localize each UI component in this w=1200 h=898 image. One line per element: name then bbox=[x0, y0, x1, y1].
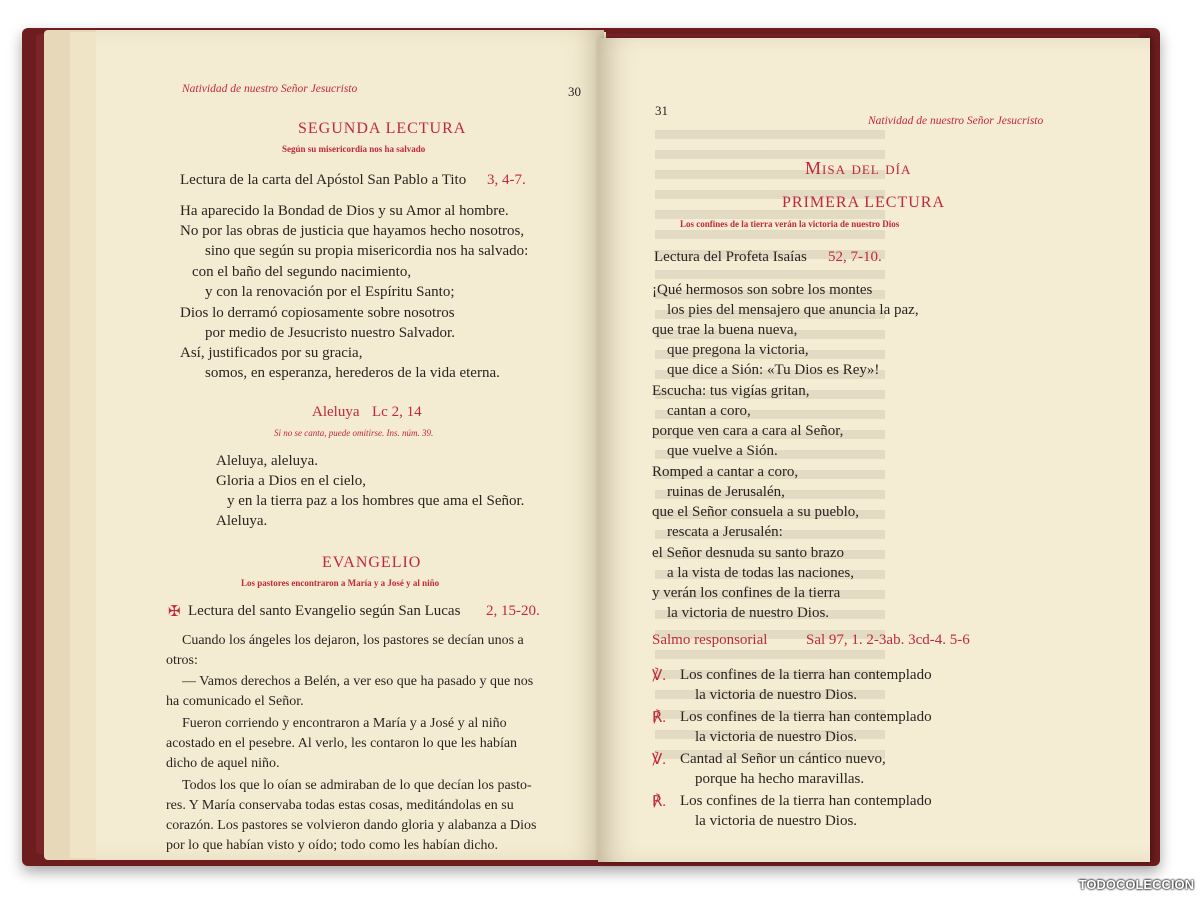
gospel-subtitle: Los pastores encontraron a María y a José y al niño bbox=[241, 578, 440, 588]
gospel-line: otros: bbox=[166, 653, 198, 668]
reading-line: Ha aparecido la Bondad de Dios y su Amor al hombre. bbox=[180, 203, 509, 219]
reading-line: No por las obras de justicia que hayamos hecho nosotros, bbox=[180, 223, 525, 239]
reading-line: Escucha: tus vigías gritan, bbox=[652, 383, 810, 399]
reading-line: ruinas de Jerusalén, bbox=[667, 484, 785, 500]
second-reading-subtitle: Según su misericordia nos ha salvado bbox=[282, 144, 426, 154]
alleluia-line: y en la tierra paz a los hombres que ama el Señor. bbox=[227, 493, 525, 509]
psalm-line: Los confines de la tierra han contemplado bbox=[680, 667, 932, 683]
psalm-line: la victoria de nuestro Dios. bbox=[695, 687, 858, 703]
gospel-line: acostado en el pesebre. Al verlo, les contaron lo que les habían bbox=[166, 736, 518, 751]
reading-line: Romped a cantar a coro, bbox=[652, 464, 799, 480]
first-reading-title: PRIMERA LECTURA bbox=[782, 194, 946, 211]
psalm-line: la victoria de nuestro Dios. bbox=[695, 729, 858, 745]
right-running-header: Natividad de nuestro Señor Jesucristo bbox=[868, 115, 1044, 127]
gospel-line: ha comunicado el Señor. bbox=[166, 694, 304, 709]
watermark: TODOCOLECCION bbox=[1078, 877, 1194, 892]
psalm-line: porque ha hecho maravillas. bbox=[695, 771, 865, 787]
psalm-line: Cantad al Señor un cántico nuevo, bbox=[680, 751, 886, 767]
alleluia-line: Gloria a Dios en el cielo, bbox=[216, 473, 366, 489]
reading-line: que el Señor consuela a su pueblo, bbox=[652, 504, 860, 520]
psalm-line: Los confines de la tierra han contemplado bbox=[680, 709, 932, 725]
alleluia-line: Aleluya. bbox=[216, 513, 268, 529]
alleluia-title: Aleluya bbox=[312, 404, 360, 420]
reading-line: la victoria de nuestro Dios. bbox=[667, 605, 830, 621]
gospel-source: Lectura del santo Evangelio según San Lucas bbox=[188, 603, 461, 619]
gospel-line: dicho de aquel niño. bbox=[166, 756, 280, 771]
psalm-ref: Sal 97, 1. 2-3ab. 3cd-4. 5-6 bbox=[806, 632, 970, 648]
reading-line: somos, en esperanza, herederos de la vida eterna. bbox=[205, 365, 500, 381]
mass-title: Misa del día bbox=[805, 158, 912, 178]
second-reading-title: SEGUNDA LECTURA bbox=[298, 120, 467, 137]
second-reading-ref: 3, 4-7. bbox=[487, 172, 526, 188]
right-page-number: 31 bbox=[655, 103, 668, 118]
reading-line: rescata a Jerusalén: bbox=[667, 524, 783, 540]
reading-line: ¡Qué hermosos son sobre los montes bbox=[652, 282, 873, 298]
reading-line: el Señor desnuda su santo brazo bbox=[652, 545, 845, 561]
response-icon: ℟. bbox=[652, 710, 667, 726]
alleluia-ref: Lc 2, 14 bbox=[372, 404, 422, 420]
second-reading-source: Lectura de la carta del Apóstol San Pablo a Tito bbox=[180, 172, 467, 188]
psalm-title: Salmo responsorial bbox=[652, 632, 768, 648]
alleluia-line: Aleluya, aleluya. bbox=[216, 453, 319, 469]
reading-line: y verán los confines de la tierra bbox=[652, 585, 841, 601]
gospel-line: corazón. Los pastores se volvieron dando gloria y alabanza a Dios bbox=[166, 818, 537, 833]
reading-line: por medio de Jesucristo nuestro Salvador. bbox=[205, 325, 455, 341]
first-reading-source: Lectura del Profeta Isaías bbox=[654, 249, 807, 265]
gospel-line: Fueron corriendo y encontraron a María y a José y al niño bbox=[182, 716, 507, 731]
reading-line: que pregona la victoria, bbox=[667, 342, 809, 358]
first-reading-ref: 52, 7-10. bbox=[828, 249, 882, 265]
reading-line: los pies del mensajero que anuncia la paz, bbox=[667, 302, 919, 318]
gospel-ref: 2, 15-20. bbox=[486, 603, 540, 619]
first-reading-subtitle: Los confines de la tierra verán la victoria de nuestro Dios bbox=[680, 219, 900, 229]
reading-line: que dice a Sión: «Tu Dios es Rey»! bbox=[667, 362, 880, 378]
reading-line: que trae la buena nueva, bbox=[652, 322, 798, 338]
gospel-line: res. Y María conservaba todas estas cosas, meditándolas en su bbox=[166, 798, 514, 813]
gospel-line: Todos los que lo oían se admiraban de lo que decían los pasto- bbox=[182, 778, 532, 793]
psalm-line: la victoria de nuestro Dios. bbox=[695, 813, 858, 829]
reading-line: a la vista de todas las naciones, bbox=[667, 565, 855, 581]
reading-line: que vuelve a Sión. bbox=[667, 443, 778, 459]
reading-line: Dios lo derramó copiosamente sobre nosotros bbox=[180, 305, 455, 321]
reading-line: cantan a coro, bbox=[667, 403, 751, 419]
gospel-title: EVANGELIO bbox=[322, 554, 422, 571]
psalm-line: Los confines de la tierra han contemplado bbox=[680, 793, 932, 809]
gospel-line: — Vamos derechos a Belén, a ver eso que ha pasado y que nos bbox=[182, 674, 534, 689]
left-running-header: Natividad de nuestro Señor Jesucristo bbox=[182, 83, 358, 95]
reading-line: sino que según su propia misericordia nos ha salvado: bbox=[205, 243, 529, 259]
gospel-line: por lo que habían visto y oído; todo como les habían dicho. bbox=[166, 838, 499, 853]
gospel-line: Cuando los ángeles los dejaron, los pastores se decían unos a bbox=[182, 633, 524, 648]
left-page-number: 30 bbox=[568, 84, 581, 99]
versicle-icon: ℣. bbox=[652, 752, 667, 768]
reading-line: con el baño del segundo nacimiento, bbox=[192, 264, 412, 280]
reading-line: y con la renovación por el Espíritu Santo; bbox=[205, 284, 455, 300]
reading-line: porque ven cara a cara al Señor, bbox=[652, 423, 844, 439]
cross-icon: ✠ bbox=[168, 604, 181, 620]
alleluia-note: Si no se canta, puede omitirse. Ins. núm. 39. bbox=[274, 428, 434, 438]
reading-line: Así, justificados por su gracia, bbox=[180, 345, 363, 361]
response-icon: ℟. bbox=[652, 794, 667, 810]
versicle-icon: ℣. bbox=[652, 668, 667, 684]
